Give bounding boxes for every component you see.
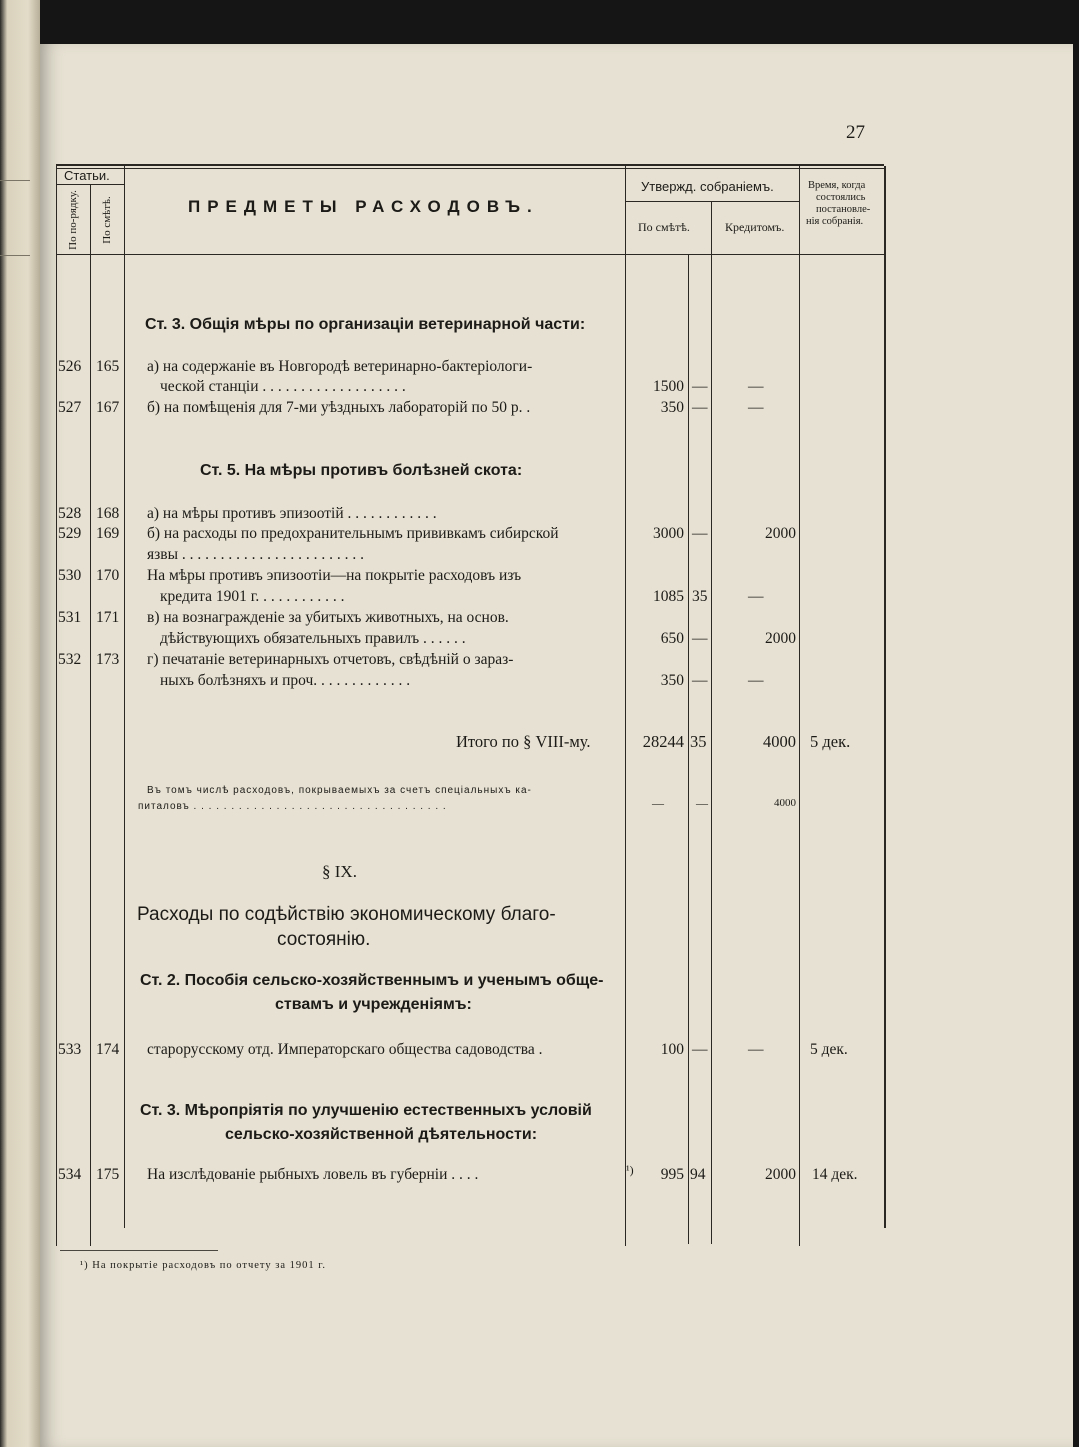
row-531-n1: 531 [58, 609, 82, 626]
row-533-n1: 533 [58, 1041, 82, 1058]
section-st3b-1: Ст. 3. Мѣропріятія по улучшенію естественныхъ условій [140, 1102, 592, 1119]
col-line-kop [688, 254, 689, 1244]
col-line-right [884, 166, 886, 1228]
row-534-footnote-mark: ¹) [626, 1163, 634, 1177]
row-533-text: старорусскому отд. Императорскаго общества садоводства . [147, 1041, 543, 1058]
header-po-smete-col: По смѣтѣ. [101, 196, 113, 244]
header-po-poryadku: По по-рядку. [67, 190, 79, 250]
row-531-text-2: дѣйствующихъ обязательныхъ правилъ . . . . . . [160, 630, 466, 647]
row-534-kred: 2000 [765, 1166, 796, 1183]
row-528-n1: 528 [58, 505, 82, 522]
row-526-n1: 526 [58, 358, 82, 375]
table-top-rule [56, 164, 884, 166]
row-533-date: 5 дек. [810, 1041, 848, 1058]
row-532-n2: 173 [96, 651, 120, 668]
row-533-kop: — [692, 1041, 708, 1058]
row-527-text: б) на помѣщенія для 7-ми уѣздныхъ лабораторій по 50 р. . [147, 399, 531, 416]
vtom-rub: — [652, 796, 664, 810]
row-528-n2: 168 [96, 505, 120, 522]
header-utverzhd: Утвержд. собраніемъ. [641, 179, 774, 194]
row-532-text-2: ныхъ болѣзняхъ и проч. . . . . . . . . . . . . [160, 672, 411, 689]
itogo-kred: 4000 [763, 732, 796, 751]
row-526-text-2: ческой станціи . . . . . . . . . . . . . . . . . . . [160, 378, 406, 395]
row-532-n1: 532 [58, 651, 82, 668]
itogo-label: Итого по § VIII-му. [456, 732, 591, 751]
row-534-n2: 175 [96, 1166, 120, 1183]
header-vremya-3: постановле- [816, 204, 871, 215]
header-statyi: Статьи. [64, 168, 110, 183]
section-par9-title-1: Расходы по содѣйствію экономическому благо- [137, 904, 556, 925]
row-527-n2: 167 [96, 399, 120, 416]
row-533-n2: 174 [96, 1041, 120, 1058]
itogo-date: 5 дек. [810, 732, 851, 751]
row-526-kop: — [692, 378, 708, 395]
row-527-n1: 527 [58, 399, 82, 416]
row-529-n2: 169 [96, 525, 120, 542]
row-531-kred: 2000 [765, 630, 796, 647]
utverzhd-underline [625, 201, 799, 202]
header-title: ПРЕДМЕТЫ РАСХОДОВЪ. [188, 197, 539, 216]
vtom-text-2: питаловъ . . . . . . . . . . . . . . . . . . . . . . . . . . . . . . . . . . [138, 801, 447, 812]
row-526-text-1: а) на содержаніе въ Новгородѣ ветеринарно-бактеріологи- [147, 358, 533, 375]
header-kreditom: Кредитомъ. [725, 220, 785, 234]
row-532-text-1: г) печатаніе ветеринарныхъ отчетовъ, свѣдѣній о зараз- [147, 651, 514, 668]
row-534-n1: 534 [58, 1166, 82, 1183]
row-530-text-2: кредита 1901 г. . . . . . . . . . . . [160, 588, 345, 605]
section-st5: Ст. 5. На мѣры противъ болѣзней скота: [200, 462, 523, 479]
section-st2-2: ствамъ и учрежденіямъ: [275, 996, 472, 1013]
row-526-kred: — [748, 378, 764, 395]
header-vremya-2: состоялись [816, 192, 866, 203]
row-533-kred: — [748, 1041, 764, 1058]
vtom-text-1: Въ томъ числѣ расходовъ, покрываемыхъ за счетъ спеціальныхъ ка- [147, 785, 532, 796]
row-526-rub: 1500 [653, 378, 684, 395]
section-st2-1: Ст. 2. Пособія сельско-хозяйственнымъ и ученымъ обще- [140, 972, 604, 989]
header-vremya-1: Время, когда [808, 180, 866, 191]
section-st3: Ст. 3. Общія мѣры по организаціи ветеринарной части: [145, 316, 586, 333]
row-532-kred: — [748, 672, 764, 689]
row-531-kop: — [692, 630, 708, 647]
footnote-rule [60, 1250, 218, 1251]
vtom-kop: — [696, 796, 708, 810]
section-par9: § IX. [322, 862, 357, 881]
vtom-kred: 4000 [774, 797, 796, 809]
col-line-n1 [90, 184, 91, 1246]
row-526-n2: 165 [96, 358, 120, 375]
row-529-n1: 529 [58, 525, 82, 542]
row-532-rub: 350 [660, 672, 684, 689]
previous-page-edge [0, 0, 40, 1447]
section-st3b-2: сельско-хозяйственной дѣятельности: [225, 1126, 538, 1143]
table-top-rule-2 [56, 168, 884, 169]
section-par9-title-2: состоянію. [277, 929, 371, 950]
row-534-kop: 94 [690, 1166, 706, 1183]
row-527-kred: — [748, 399, 764, 416]
footnote: ¹) На покрытіе расходовъ по отчету за 1901 г. [80, 1260, 327, 1271]
header-vremya-4: нія собранія. [806, 216, 864, 227]
header-bottom-rule [56, 254, 884, 255]
row-527-kop: — [692, 399, 708, 416]
itogo-rub: 28244 [642, 732, 684, 751]
row-531-n2: 171 [96, 609, 120, 626]
row-530-text-1: На мѣры противъ эпизоотіи—на покрытіе расходовъ изъ [147, 567, 522, 584]
row-531-rub: 650 [660, 630, 684, 647]
row-530-rub: 1085 [653, 588, 684, 605]
row-530-n1: 530 [58, 567, 82, 584]
document-page [40, 44, 1073, 1447]
row-530-n2: 170 [96, 567, 120, 584]
row-534-text: На изслѣдованіе рыбныхъ ловель въ губерніи . . . . [147, 1166, 479, 1183]
row-529-kred: 2000 [765, 525, 796, 542]
header-po-smete: По смѣтѣ. [638, 220, 690, 234]
row-532-kop: — [692, 672, 708, 689]
page-number: 27 [846, 122, 865, 143]
row-531-text-1: в) на вознагражденіе за убитыхъ животныхъ, на основ. [147, 609, 509, 626]
row-528-text: а) на мѣры противъ эпизоотій . . . . . . . . . . . . [147, 505, 437, 522]
row-534-rub: 995 [660, 1166, 684, 1183]
row-529-text-1: б) на расходы по предохранительнымъ прививкамъ сибирской [147, 525, 559, 542]
row-534-date: 14 дек. [812, 1166, 858, 1183]
row-533-rub: 100 [660, 1041, 684, 1058]
itogo-kop: 35 [690, 732, 707, 751]
row-529-text-2: язвы . . . . . . . . . . . . . . . . . . . . . . . . [147, 546, 364, 563]
col-line-rub [625, 166, 626, 1246]
row-529-rub: 3000 [653, 525, 684, 542]
col-line-left [56, 166, 57, 1246]
col-line-date [799, 166, 800, 1246]
col-line-n2 [124, 166, 125, 1228]
row-529-kop: — [692, 525, 708, 542]
row-530-kred: — [748, 588, 764, 605]
col-line-kred [711, 201, 712, 1244]
row-530-kop: 35 [692, 588, 708, 605]
row-527-rub: 350 [660, 399, 684, 416]
